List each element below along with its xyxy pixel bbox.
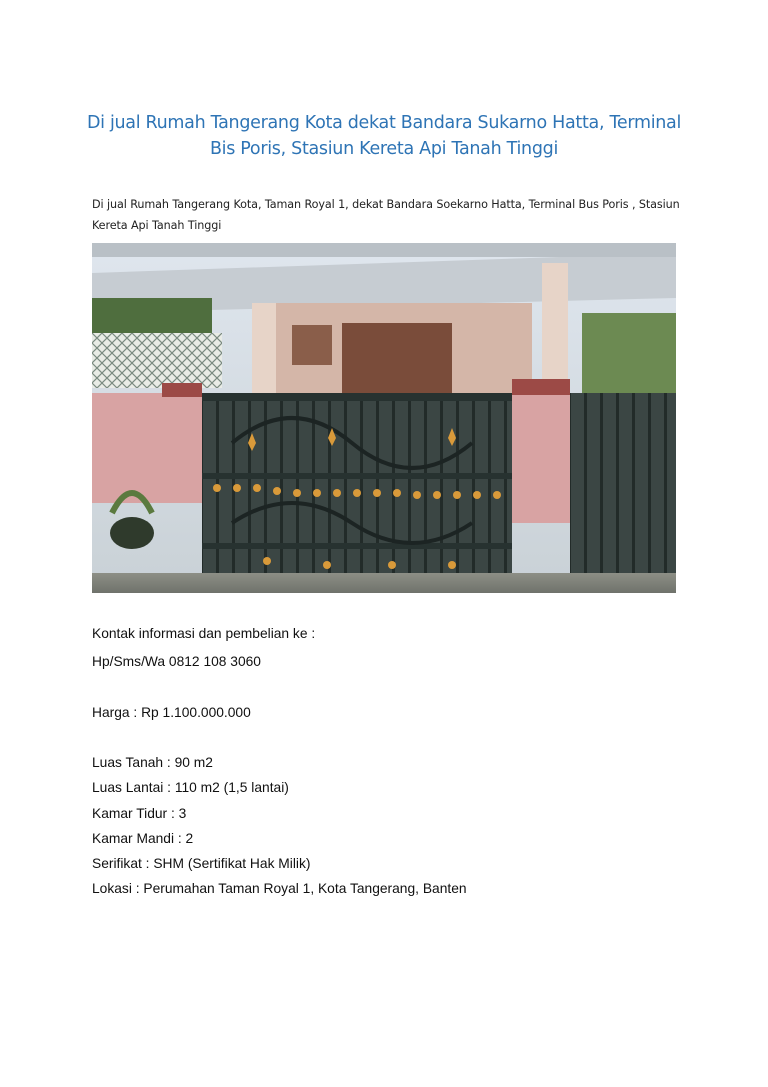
contact-phone: Hp/Sms/Wa 0812 108 3060 [92,654,261,669]
spec-bedrooms: Kamar Tidur : 3 [92,806,187,821]
spec-location: Lokasi : Perumahan Taman Royal 1, Kota Tangerang, Banten [92,881,467,896]
document-title: Di jual Rumah Tangerang Kota dekat Bandara Sukarno Hatta, Terminal Bis Poris, Stasiun Kereta Api Tanah Tinggi [86,113,682,159]
spec-land-area: Luas Tanah : 90 m2 [92,755,213,770]
price: Harga : Rp 1.100.000.000 [92,705,251,720]
intro-paragraph: Di jual Rumah Tangerang Kota, Taman Royal 1, dekat Bandara Soekarno Hatta, Terminal Bus Poris , Stasiun Kereta Api Tanah Tinggi [92,198,680,232]
spec-bathrooms: Kamar Mandi : 2 [92,831,194,846]
spec-certificate: Serifikat : SHM (Sertifikat Hak Milik) [92,856,311,871]
contact-heading: Kontak informasi dan pembelian ke : [92,626,316,641]
house-photo [92,243,676,593]
spec-floor-area: Luas Lantai : 110 m2 (1,5 lantai) [92,780,289,795]
